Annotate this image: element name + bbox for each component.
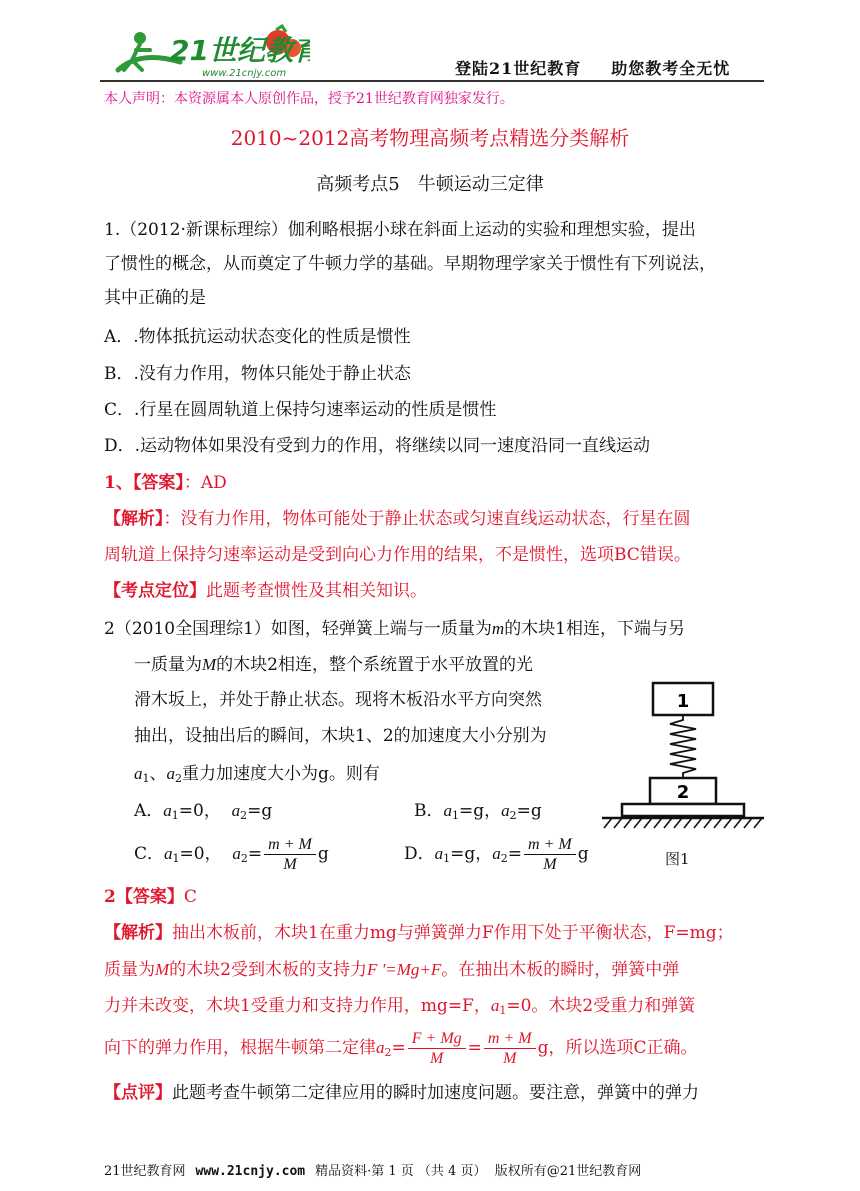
q1-option-a: A．.物体抵抗运动状态变化的性质是惯性 xyxy=(104,327,411,347)
q1-option-b: B．.没有力作用，物体只能处于静止状态 xyxy=(104,364,411,384)
q2-a: a xyxy=(376,1038,385,1057)
slogan-right: 助您教考全无忧 xyxy=(611,59,731,78)
header-divider xyxy=(100,80,764,82)
q2-analysis-text-1: 抽出木板前，木块1在重力mg与弹簧弹力F作用下处于平衡状态，F=mg； xyxy=(172,923,734,943)
copyright-notice: 本人声明：本资源属本人原创作品，授予21世纪教育网独家发行。 xyxy=(104,91,514,107)
q2-sub-2: 2 xyxy=(509,809,517,822)
q2-stem-line-1 xyxy=(104,620,685,638)
q2-sub-1: 1 xyxy=(499,1004,507,1017)
q2-a: a xyxy=(134,764,143,783)
opt-d-text1: =g， xyxy=(450,844,493,864)
q1-analysis-line-1 xyxy=(104,511,691,528)
q1-answer xyxy=(104,475,227,492)
opt-a-text2: =g xyxy=(247,801,273,821)
q2-sub-2: 2 xyxy=(240,809,248,822)
q2-sub-2: 2 xyxy=(175,772,182,785)
q2-a: a xyxy=(490,996,500,1015)
q2-a: a xyxy=(166,764,175,783)
q2-a: a xyxy=(501,801,510,820)
q2-stem-line-2 xyxy=(134,656,533,674)
ana3-a: 力并未改变，木块1受重力和支持力作用，mg=F， xyxy=(104,996,491,1016)
q2-sub-1: 1 xyxy=(452,809,459,822)
footer-copyright: 版权所有@21世纪教育网 xyxy=(494,1164,642,1179)
frac-den: M xyxy=(283,856,297,873)
q2-option-a xyxy=(134,802,272,821)
q2-option-b xyxy=(414,802,542,821)
q2-sub-1: 1 xyxy=(171,809,179,822)
ana2-b: 的木块2受到木板的支持力 xyxy=(169,960,367,980)
q2-sub-2: 2 xyxy=(240,852,248,865)
q1-stem-line-2: 了惯性的概念，从而奠定了牛顿力学的基础。早期物理学家关于惯性有下列说法， xyxy=(104,254,716,274)
q2-point-label: 【点评】 xyxy=(104,1083,172,1103)
q2-stem-line-3: 滑木坂上，并处于静止状态。现将木板沿水平方向突然 xyxy=(134,690,542,710)
spring-diagram xyxy=(598,678,768,858)
q2-sep: 、 xyxy=(149,764,167,784)
document-title: 2010~2012高考物理高频考点精选分类解析 xyxy=(230,126,630,150)
q2-stem-2b: 的木块2相连，整个系统置于水平放置的光 xyxy=(216,655,533,675)
page-footer xyxy=(104,1160,641,1179)
opt-c-eq: = xyxy=(247,844,263,864)
q2-analysis-line-1 xyxy=(104,925,734,942)
spring-blocks-figure xyxy=(598,678,768,858)
ana2-a: 质量为 xyxy=(104,960,155,980)
q2-mass-M: M xyxy=(202,655,217,674)
q2-stem-1a: 2（2010全国理综1）如图，轻弹簧上端与一质量为 xyxy=(104,619,492,639)
q1-analysis-text-1: ：没有力作用，物体可能处于静止状态或匀速直线运动状态，行星在圆 xyxy=(163,509,691,529)
figure-caption: 图1 xyxy=(665,850,690,868)
ana4-eq2: = xyxy=(467,1038,482,1058)
q2-point xyxy=(104,1085,699,1102)
q2-a: a xyxy=(232,844,241,863)
q2-sub-1: 1 xyxy=(172,852,180,865)
q2-stem-line-4: 抽出，设抽出后的瞬间，木块1、2的加速度大小分别为 xyxy=(134,726,547,746)
site-logo[interactable] xyxy=(110,20,310,82)
q2-analysis-line-3 xyxy=(104,997,695,1016)
q2-a: a xyxy=(492,844,501,863)
ana2-c: 。在抽出木板的瞬时，弹簧中弹 xyxy=(441,960,680,980)
logo-text: 21世纪教育 xyxy=(170,34,310,67)
logo-graphic xyxy=(110,20,310,82)
footer-page-info: 精品资料·第 1 页 （共 4 页） xyxy=(315,1164,487,1179)
opt-b-text2: =g xyxy=(516,801,542,821)
footer-url[interactable]: www.21cnjy.com xyxy=(195,1164,306,1179)
opt-d-fraction xyxy=(524,835,576,874)
ana4-fraction-2 xyxy=(484,1029,536,1068)
q2-analysis-line-2 xyxy=(104,961,679,979)
q2-option-d xyxy=(404,830,589,883)
q2-option-c xyxy=(134,830,329,883)
ana4-fraction-1 xyxy=(408,1029,466,1068)
frac-num: m + M xyxy=(524,835,576,855)
q2-analysis-label: 【解析】 xyxy=(104,923,172,943)
q2-sub-1: 1 xyxy=(142,772,150,785)
frac2-den: M xyxy=(503,1050,517,1067)
slogan-left: 登陆21世纪教育 xyxy=(455,59,582,78)
opt-d-eq: = xyxy=(507,844,523,864)
ana2-formula: F '=Mg+F xyxy=(367,960,442,979)
q1-point xyxy=(104,583,427,600)
logo-url: www.21cnjy.com xyxy=(202,68,287,79)
frac1-num: F + Mg xyxy=(408,1029,466,1049)
q2-answer-label: 2【答案】 xyxy=(104,887,184,907)
q2-stem-5-end: 重力加速度大小为g。则有 xyxy=(182,764,380,784)
opt-c-text1: =0， xyxy=(179,844,222,864)
opt-c-fraction xyxy=(264,835,316,874)
ana2-M: M xyxy=(155,960,170,979)
q1-analysis-line-2: 周轨道上保持匀速率运动是受到向心力作用的结果，不是惯性，选项BC错误。 xyxy=(104,545,691,565)
ana4-eq1: = xyxy=(391,1038,406,1058)
q2-stem-line-5 xyxy=(134,765,380,784)
q2-sub-2: 2 xyxy=(384,1046,392,1059)
q2-answer xyxy=(104,889,197,906)
q2-sub-1: 1 xyxy=(443,852,451,865)
frac1-den: M xyxy=(430,1050,444,1067)
q2-stem-1b: 的木块1相连，下端与另 xyxy=(504,619,686,639)
q1-analysis-label: 【解析】 xyxy=(104,509,164,529)
frac2-num: m + M xyxy=(484,1029,536,1049)
block-2-label: 2 xyxy=(676,782,690,803)
q2-mass-m: m xyxy=(491,619,505,638)
opt-b-label: B． xyxy=(414,801,444,821)
q2-sub-2: 2 xyxy=(500,852,508,865)
q1-answer-label: 1、【答案】 xyxy=(104,473,184,493)
opt-b-text1: =g， xyxy=(459,801,502,821)
opt-c-label: C． xyxy=(134,844,165,864)
footer-site: 21世纪教育网 xyxy=(104,1164,186,1179)
frac-den: M xyxy=(543,856,557,873)
opt-d-label: D． xyxy=(404,844,435,864)
ground-hatch xyxy=(604,818,762,828)
q2-answer-value: C xyxy=(183,887,197,907)
opt-c-g: g xyxy=(317,844,329,864)
q2-a: a xyxy=(434,844,444,863)
frac-num: m + M xyxy=(264,835,316,855)
q1-option-c: C．.行星在圆周轨道上保持匀速率运动的性质是惯性 xyxy=(104,400,497,420)
q2-a: a xyxy=(163,801,172,820)
section-subtitle: 高频考点5 牛顿运动三定律 xyxy=(316,174,544,195)
header-slogan xyxy=(455,56,760,79)
block-1-label: 1 xyxy=(676,691,690,712)
q2-analysis-line-4 xyxy=(104,1024,697,1077)
opt-a-text1: =0， xyxy=(178,801,221,821)
q1-option-d: D．.运动物体如果没有受到力的作用，将继续以同一速度沿同一直线运动 xyxy=(104,436,651,456)
q1-stem-line-1: 1.（2012·新课标理综）伽利略根据小球在斜面上运动的实验和理想实验，提出 xyxy=(104,220,696,240)
q2-a: a xyxy=(443,801,452,820)
ana3-b: =0。木块2受重力和弹簧 xyxy=(506,996,696,1016)
q2-stem-2a: 一质量为 xyxy=(134,655,202,675)
spring-shape xyxy=(670,715,696,778)
q2-point-text: 此题考查牛顿第二定律应用的瞬时加速度问题。要注意，弹簧中的弹力 xyxy=(172,1083,699,1103)
q1-point-text: 此题考查惯性及其相关知识。 xyxy=(206,581,427,601)
opt-a-label: A． xyxy=(134,801,164,821)
board-shape xyxy=(622,804,744,816)
q1-stem-line-3: 其中正确的是 xyxy=(104,288,206,308)
q1-answer-value: ：AD xyxy=(183,473,227,493)
ana4-a: 向下的弹力作用，根据牛顿第二定律 xyxy=(104,1038,376,1058)
q2-a: a xyxy=(164,844,173,863)
ana4-b: g，所以选项C正确。 xyxy=(537,1038,698,1058)
q2-a: a xyxy=(231,801,241,820)
q1-point-label: 【考点定位】 xyxy=(104,581,206,601)
opt-d-g: g xyxy=(577,844,589,864)
